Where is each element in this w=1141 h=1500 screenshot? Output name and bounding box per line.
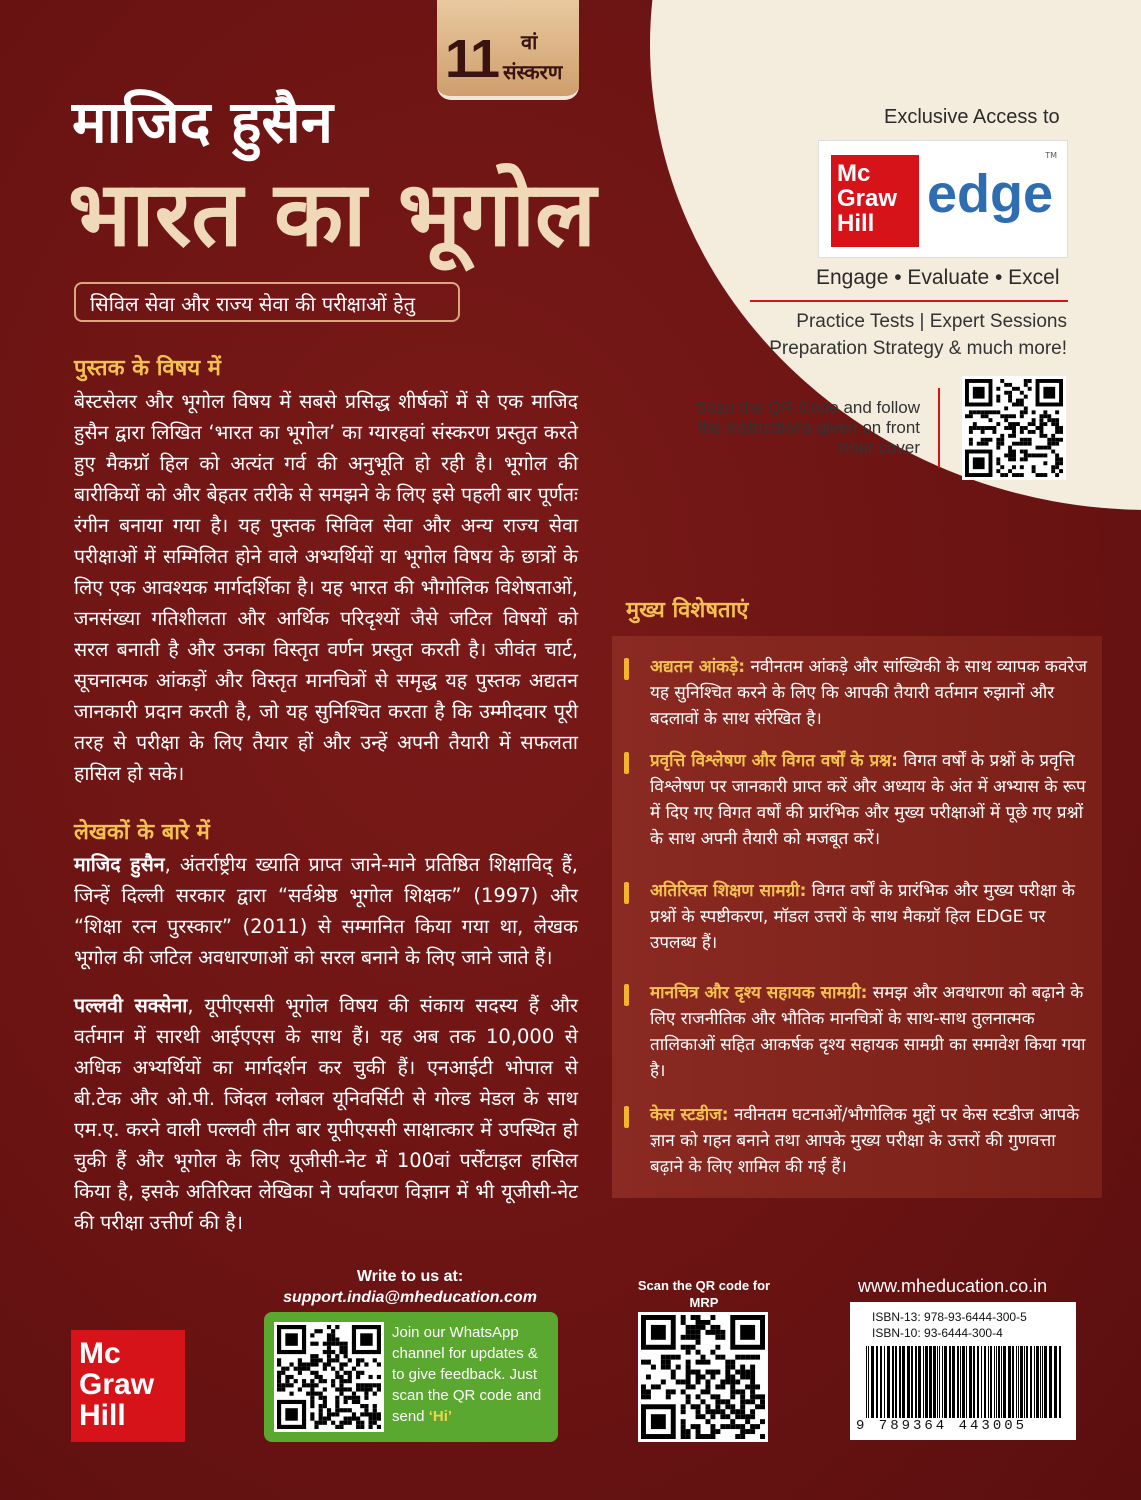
- feature-title: अद्यतन आंकड़े:: [650, 657, 746, 677]
- logo-line-hill: Hill: [79, 1399, 126, 1432]
- edge-wordmark: edge: [927, 164, 1054, 224]
- trademark: TM: [1045, 151, 1057, 160]
- feature-text: विगत वर्षों के प्रश्नों के प्रवृत्ति विश्लेषण पर जानकारी प्राप्त करें और अध्याय के अंत में अभ्यास के रूप में दिए गए विगत वर्षों की प्रारंभिक और मुख्य परीक्षाओं में पूछे गए प्रश्नों के साथ अपनी तैयारी को मजबूत करें।: [650, 751, 1086, 849]
- feature-text: नवीनतम घटनाओं/भौगोलिक मुद्दों पर केस स्टडीज आपके ज्ञान को गहन बनाने तथा आपके मुख्य परीक्षा के उत्तरों की गुणवत्ता बढ़ाने के लिए शामिल की गई हैं।: [650, 1105, 1080, 1177]
- feature-item: [650, 980, 1090, 1084]
- author2-text: , यूपीएससी भूगोल विषय की संकाय सदस्य हैं और वर्तमान में सारथी आईएएस के साथ हैं। यह अब तक 10,000 से अधिक अभ्यर्थियों का मार्गदर्शन कर चुकी हैं। एनआईटी भोपाल से बी.टेक और ओ.पी. जिंदल ग्लोबल यूनिवर्सिटी से गोल्ड मेडल के साथ एम.ए. करने वाली पल्लवी तीन बार यूपीएससी साक्षात्कार में उपस्थित हो चुकी हैं और भूगोल के लिए यूजीसी-नेट में 100वां पर्सेंटाइल हासिल किया है, इसके अतिरिक्त लेखिका ने पर्यावरण विज्ञान में भी यूजीसी-नेट की परीक्षा उत्तीर्ण की है।: [74, 994, 578, 1234]
- isbn-10: ISBN-10: 93-6444-300-4: [872, 1326, 1003, 1340]
- about-book-heading: पुस्तक के विषय में: [74, 356, 221, 381]
- edge-features: [769, 308, 1067, 362]
- author1-name: माजिद हुसैन: [74, 853, 165, 876]
- edge-divider: [750, 300, 1068, 302]
- cover-subtitle: सिविल सेवा और राज्य सेवा की परीक्षाओं हेतु: [74, 282, 460, 322]
- author2-bio: [74, 990, 578, 1238]
- feature-text: नवीनतम आंकड़े और सांख्यिकी के साथ व्यापक कवरेज यह सुनिश्चित करने के लिए कि आपकी तैयारी वर्तमान रुझानों और बदलावों के साथ संरेखित है।: [650, 657, 1087, 729]
- whatsapp-qr-code[interactable]: [274, 1322, 384, 1432]
- feature-title: अतिरिक्त शिक्षण सामग्री:: [650, 881, 807, 901]
- edition-badge: [437, 0, 579, 100]
- cover-title: भारत का भूगोल: [68, 161, 597, 267]
- feature-item: [650, 748, 1090, 852]
- barcode: [866, 1346, 1062, 1418]
- edition-number: 11: [445, 29, 499, 89]
- cover-author: माजिद हुसैन: [72, 88, 333, 156]
- isbn-barcode-box: [850, 1302, 1076, 1440]
- whatsapp-text: [392, 1322, 552, 1427]
- logo-line-mc: Mc: [79, 1337, 121, 1370]
- edge-tagline: Engage • Evaluate • Excel: [816, 266, 1060, 289]
- logo-line-graw: Graw: [79, 1368, 155, 1401]
- website-url[interactable]: www.mheducation.co.in: [858, 1276, 1048, 1296]
- feature-text: विगत वर्षों के प्रारंभिक और मुख्य परीक्षा के प्रश्नों के स्पष्टीकरण, मॉडल उत्तरों के साथ मैकग्रॉ हिल EDGE पर उपलब्ध हैं।: [650, 881, 1075, 953]
- feature-item: [650, 1102, 1090, 1180]
- feature-item: [650, 878, 1090, 956]
- whatsapp-instructions: Join our WhatsApp channel for updates & to give feedback. Just scan the QR code and send: [392, 1324, 542, 1425]
- edge-features-line2: Preparation Strategy & much more!: [769, 338, 1067, 359]
- barcode-digits: 9 789364 443005: [856, 1418, 1028, 1434]
- mcgraw-hill-logo: [831, 155, 919, 247]
- logo-line-hill: Hill: [837, 210, 875, 237]
- edition-suffix: वां: [521, 30, 538, 54]
- logo-line-graw: Graw: [837, 185, 898, 212]
- edge-qr-code[interactable]: [962, 376, 1066, 480]
- mcgraw-hill-edge-logo: [818, 140, 1068, 258]
- features-heading: मुख्य विशेषताएं: [626, 598, 749, 623]
- feature-title: केस स्टडीज:: [650, 1105, 729, 1125]
- support-email[interactable]: support.india@mheducation.com: [283, 1289, 537, 1306]
- feature-text: समझ और अवधारणा को बढ़ाने के लिए राजनीतिक और भौतिक मानचित्रों के साथ-साथ तुलनात्मक तालिकाओं सहित आकर्षक दृश्य सहायक सामग्री का समावेश किया गया है।: [650, 983, 1086, 1081]
- edition-label: संस्करण: [503, 60, 563, 84]
- whatsapp-hi: ‘Hi’: [428, 1408, 453, 1425]
- feature-item: [650, 654, 1090, 732]
- isbn-13: ISBN-13: 978-93-6444-300-5: [872, 1310, 1027, 1324]
- author2-name: पल्लवी सक्सेना: [74, 994, 188, 1017]
- edge-scan-text: Scan the QR Code and follow the instructions given on front inner cover: [696, 398, 920, 457]
- mrp-qr-code[interactable]: [638, 1312, 768, 1442]
- feature-bullet: [624, 658, 629, 680]
- author1-bio: [74, 849, 578, 973]
- write-label: Write to us at:: [356, 1268, 464, 1285]
- mcgraw-hill-footer-logo: [71, 1330, 185, 1442]
- mrp-label: Scan the QR code for MRP: [637, 1278, 771, 1310]
- edge-panel: [660, 0, 1141, 500]
- author1-text: , अंतर्राष्ट्रीय ख्याति प्राप्त जाने-माने प्रतिष्ठित शिक्षाविद् हैं, जिन्हें दिल्ली सरकार द्वारा “सर्वश्रेष्ठ भूगोल शिक्षक” (1997) और “शिक्षा रत्न पुरस्कार” (2011) से सम्मानित किया गया था, लेखक भूगोल की जटिल अवधारणाओं को सरल बनाने के लिए जाने जाते हैं।: [74, 853, 579, 969]
- about-authors-heading: लेखकों के बारे में: [74, 820, 210, 845]
- feature-bullet: [624, 984, 629, 1006]
- feature-bullet: [624, 752, 629, 774]
- exclusive-access-label: Exclusive Access to: [884, 106, 1060, 128]
- feature-bullet: [624, 1106, 629, 1128]
- scan-divider: [938, 388, 940, 468]
- write-to-us: [250, 1266, 570, 1308]
- feature-title: प्रवृत्ति विश्लेषण और विगत वर्षों के प्रश्न:: [650, 751, 898, 771]
- logo-line-mc: Mc: [837, 160, 871, 187]
- about-book-text: बेस्टसेलर और भूगोल विषय में सबसे प्रसिद्ध शीर्षकों में से एक माजिद हुसैन द्वारा लिखित ‘भारत का भूगोल’ का ग्यारहवां संस्करण प्रस्तुत करते हुए मैकग्रॉ हिल को अत्यंत गर्व की अनुभूति हो रही है। भूगोल की बारीकियों को और बेहतर तरीके से समझने के लिए इसे पहली बार पूर्णतः रंगीन बनाया गया है। यह पुस्तक सिविल सेवा और अन्य राज्य सेवा परीक्षाओं में सम्मिलित होने वाले अभ्यर्थियों या भूगोल विषय के छात्रों के लिए एक आवश्यक मार्गदर्शिका है। यह भारत की भौगोलिक विशेषताओं, जनसंख्या गतिशीलता और आर्थिक परिदृश्यों जैसे जटिल विषयों को सरल बनाती है और उनका विस्तृत वर्णन प्रस्तुत करती है। जीवंत चार्ट, सूचनात्मक आंकड़ों और विस्तृत मानचित्रों से समृद्ध यह पुस्तक अद्यतन जानकारी प्रदान करती है, जो यह सुनिश्चित करता है कि उम्मीदवार पूरी तरह से परीक्षा के लिए तैयार हों और उन्हें अपनी तैयारी में सफलता हासिल हो सके।: [74, 390, 578, 785]
- feature-bullet: [624, 882, 629, 904]
- feature-title: मानचित्र और दृश्य सहायक सामग्री:: [650, 983, 868, 1003]
- features-box: [612, 636, 1102, 1198]
- whatsapp-box: [264, 1312, 558, 1442]
- edge-features-line1: Practice Tests | Expert Sessions: [796, 311, 1067, 332]
